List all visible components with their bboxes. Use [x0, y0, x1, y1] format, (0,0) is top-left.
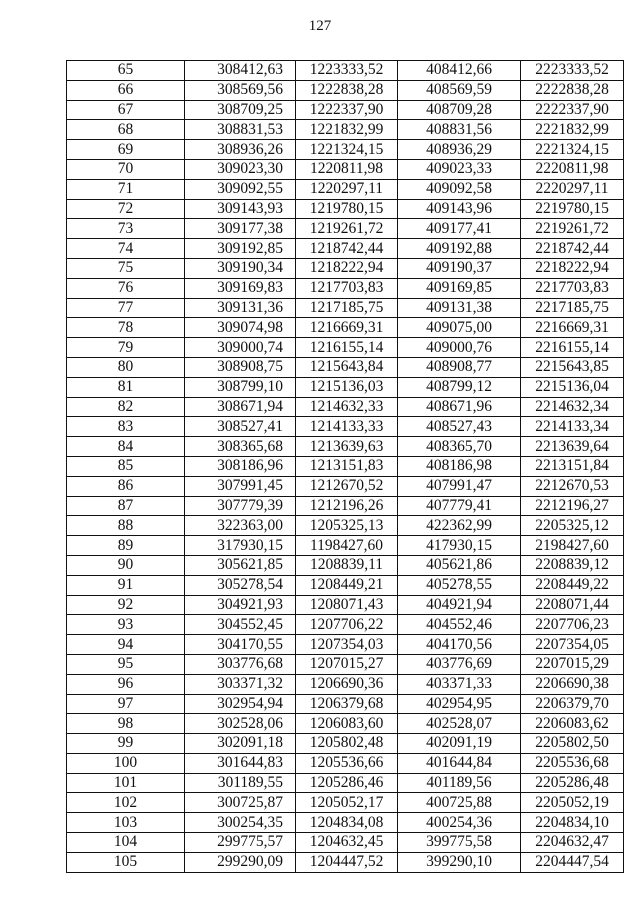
x1-cell: 309000,74	[185, 338, 296, 358]
x2-cell: 409192,88	[398, 239, 521, 259]
x2-cell: 409092,58	[398, 179, 521, 199]
table-row	[67, 793, 624, 813]
y1-cell: 1205052,17	[296, 793, 398, 813]
y2-cell: 2205286,48	[521, 773, 624, 793]
x1-cell: 309023,30	[185, 159, 296, 179]
y2-cell: 2214133,34	[521, 417, 624, 437]
point-number-cell: 88	[67, 516, 185, 536]
x1-cell: 308799,10	[185, 377, 296, 397]
y2-cell: 2218222,94	[521, 258, 624, 278]
y1-cell: 1207354,03	[296, 635, 398, 655]
y2-cell: 2221324,15	[521, 140, 624, 160]
y1-cell: 1212670,52	[296, 476, 398, 496]
x2-cell: 399775,58	[398, 833, 521, 853]
point-number-cell: 69	[67, 140, 185, 160]
x1-cell: 305621,85	[185, 555, 296, 575]
x1-cell: 309177,38	[185, 219, 296, 239]
y1-cell: 1217703,83	[296, 278, 398, 298]
x1-cell: 309143,93	[185, 199, 296, 219]
coordinates-table-body	[67, 61, 624, 873]
table-row	[67, 298, 624, 318]
x1-cell: 300725,87	[185, 793, 296, 813]
y2-cell: 2219780,15	[521, 199, 624, 219]
y2-cell: 2206690,38	[521, 674, 624, 694]
table-row	[67, 417, 624, 437]
y1-cell: 1216669,31	[296, 318, 398, 338]
page-number: 127	[308, 18, 332, 34]
y2-cell: 2207706,23	[521, 615, 624, 635]
y1-cell: 1223333,52	[296, 61, 398, 81]
x1-cell: 308671,94	[185, 397, 296, 417]
x2-cell: 417930,15	[398, 536, 521, 556]
point-number-cell: 87	[67, 496, 185, 516]
y2-cell: 2206083,62	[521, 714, 624, 734]
table-row	[67, 595, 624, 615]
y1-cell: 1218742,44	[296, 239, 398, 259]
table-row	[67, 159, 624, 179]
y2-cell: 2217703,83	[521, 278, 624, 298]
y1-cell: 1215136,03	[296, 377, 398, 397]
point-number-cell: 105	[67, 852, 185, 872]
x1-cell: 304170,55	[185, 635, 296, 655]
x2-cell: 402954,95	[398, 694, 521, 714]
x2-cell: 399290,10	[398, 852, 521, 872]
y1-cell: 1219780,15	[296, 199, 398, 219]
table-row	[67, 694, 624, 714]
coordinates-table	[66, 60, 624, 873]
y2-cell: 2205325,12	[521, 516, 624, 536]
x2-cell: 402528,07	[398, 714, 521, 734]
y1-cell: 1208071,43	[296, 595, 398, 615]
table-row	[67, 199, 624, 219]
table-row	[67, 753, 624, 773]
point-number-cell: 79	[67, 338, 185, 358]
x1-cell: 309192,85	[185, 239, 296, 259]
point-number-cell: 80	[67, 357, 185, 377]
x1-cell: 303776,68	[185, 654, 296, 674]
point-number-cell: 85	[67, 456, 185, 476]
table-row	[67, 773, 624, 793]
point-number-cell: 101	[67, 773, 185, 793]
y1-cell: 1204447,52	[296, 852, 398, 872]
x2-cell: 404170,56	[398, 635, 521, 655]
point-number-cell: 82	[67, 397, 185, 417]
point-number-cell: 97	[67, 694, 185, 714]
x1-cell: 309074,98	[185, 318, 296, 338]
x2-cell: 408709,28	[398, 100, 521, 120]
point-number-cell: 92	[67, 595, 185, 615]
point-number-cell: 77	[67, 298, 185, 318]
x1-cell: 302954,94	[185, 694, 296, 714]
point-number-cell: 99	[67, 734, 185, 754]
table-row	[67, 219, 624, 239]
y2-cell: 2204447,54	[521, 852, 624, 872]
x1-cell: 302528,06	[185, 714, 296, 734]
x1-cell: 308527,41	[185, 417, 296, 437]
y2-cell: 2213639,64	[521, 437, 624, 457]
table-row	[67, 536, 624, 556]
table-row	[67, 239, 624, 259]
table-row	[67, 278, 624, 298]
point-number-cell: 68	[67, 120, 185, 140]
x2-cell: 403776,69	[398, 654, 521, 674]
y1-cell: 1208839,11	[296, 555, 398, 575]
y1-cell: 1221832,99	[296, 120, 398, 140]
table-row	[67, 555, 624, 575]
x2-cell: 407991,47	[398, 476, 521, 496]
point-number-cell: 75	[67, 258, 185, 278]
x1-cell: 299775,57	[185, 833, 296, 853]
y2-cell: 2207354,05	[521, 635, 624, 655]
point-number-cell: 65	[67, 61, 185, 81]
x1-cell: 309131,36	[185, 298, 296, 318]
y2-cell: 2222838,28	[521, 80, 624, 100]
x1-cell: 309169,83	[185, 278, 296, 298]
y2-cell: 2208071,44	[521, 595, 624, 615]
table-row	[67, 852, 624, 872]
y1-cell: 1205325,13	[296, 516, 398, 536]
y2-cell: 2204632,47	[521, 833, 624, 853]
y2-cell: 2220811,98	[521, 159, 624, 179]
y2-cell: 2205536,68	[521, 753, 624, 773]
x2-cell: 409000,76	[398, 338, 521, 358]
y1-cell: 1213151,83	[296, 456, 398, 476]
y2-cell: 2205052,19	[521, 793, 624, 813]
y1-cell: 1216155,14	[296, 338, 398, 358]
x2-cell: 408936,29	[398, 140, 521, 160]
table-row	[67, 714, 624, 734]
x1-cell: 303371,32	[185, 674, 296, 694]
y2-cell: 2198427,60	[521, 536, 624, 556]
y2-cell: 2204834,10	[521, 813, 624, 833]
y1-cell: 1220811,98	[296, 159, 398, 179]
table-row	[67, 476, 624, 496]
x2-cell: 401189,56	[398, 773, 521, 793]
point-number-cell: 83	[67, 417, 185, 437]
y1-cell: 1213639,63	[296, 437, 398, 457]
y1-cell: 1207706,22	[296, 615, 398, 635]
x2-cell: 404552,46	[398, 615, 521, 635]
point-number-cell: 103	[67, 813, 185, 833]
x2-cell: 402091,19	[398, 734, 521, 754]
x2-cell: 422362,99	[398, 516, 521, 536]
x1-cell: 317930,15	[185, 536, 296, 556]
point-number-cell: 84	[67, 437, 185, 457]
table-row	[67, 654, 624, 674]
table-row	[67, 456, 624, 476]
y2-cell: 2214632,34	[521, 397, 624, 417]
y2-cell: 2212196,27	[521, 496, 624, 516]
y2-cell: 2216669,31	[521, 318, 624, 338]
x2-cell: 408365,70	[398, 437, 521, 457]
table-row	[67, 635, 624, 655]
x2-cell: 405278,55	[398, 575, 521, 595]
x1-cell: 304552,45	[185, 615, 296, 635]
x1-cell: 299290,09	[185, 852, 296, 872]
y2-cell: 2223333,52	[521, 61, 624, 81]
table-row	[67, 377, 624, 397]
x1-cell: 305278,54	[185, 575, 296, 595]
table-row	[67, 437, 624, 457]
y2-cell: 2207015,29	[521, 654, 624, 674]
point-number-cell: 104	[67, 833, 185, 853]
y1-cell: 1206083,60	[296, 714, 398, 734]
table-row	[67, 258, 624, 278]
table-row	[67, 120, 624, 140]
x2-cell: 409190,37	[398, 258, 521, 278]
table-row	[67, 179, 624, 199]
x1-cell: 307779,39	[185, 496, 296, 516]
point-number-cell: 73	[67, 219, 185, 239]
table-row	[67, 80, 624, 100]
point-number-cell: 102	[67, 793, 185, 813]
y2-cell: 2217185,75	[521, 298, 624, 318]
x2-cell: 409023,33	[398, 159, 521, 179]
x2-cell: 408412,66	[398, 61, 521, 81]
x2-cell: 408186,98	[398, 456, 521, 476]
x2-cell: 409177,41	[398, 219, 521, 239]
y1-cell: 1204834,08	[296, 813, 398, 833]
point-number-cell: 89	[67, 536, 185, 556]
x1-cell: 304921,93	[185, 595, 296, 615]
y1-cell: 1205286,46	[296, 773, 398, 793]
y1-cell: 1222838,28	[296, 80, 398, 100]
x2-cell: 405621,86	[398, 555, 521, 575]
x2-cell: 409143,96	[398, 199, 521, 219]
y1-cell: 1218222,94	[296, 258, 398, 278]
x1-cell: 308709,25	[185, 100, 296, 120]
y1-cell: 1220297,11	[296, 179, 398, 199]
y1-cell: 1222337,90	[296, 100, 398, 120]
x1-cell: 308412,63	[185, 61, 296, 81]
table-row	[67, 140, 624, 160]
x2-cell: 403371,33	[398, 674, 521, 694]
point-number-cell: 67	[67, 100, 185, 120]
x2-cell: 408831,56	[398, 120, 521, 140]
y2-cell: 2218742,44	[521, 239, 624, 259]
x2-cell: 404921,94	[398, 595, 521, 615]
point-number-cell: 78	[67, 318, 185, 338]
point-number-cell: 70	[67, 159, 185, 179]
point-number-cell: 96	[67, 674, 185, 694]
x1-cell: 301644,83	[185, 753, 296, 773]
point-number-cell: 91	[67, 575, 185, 595]
table-row	[67, 516, 624, 536]
y2-cell: 2219261,72	[521, 219, 624, 239]
table-row	[67, 397, 624, 417]
x2-cell: 408671,96	[398, 397, 521, 417]
point-number-cell: 98	[67, 714, 185, 734]
y1-cell: 1208449,21	[296, 575, 398, 595]
x2-cell: 400254,36	[398, 813, 521, 833]
table-row	[67, 318, 624, 338]
x1-cell: 302091,18	[185, 734, 296, 754]
point-number-cell: 86	[67, 476, 185, 496]
y2-cell: 2208449,22	[521, 575, 624, 595]
point-number-cell: 94	[67, 635, 185, 655]
y2-cell: 2206379,70	[521, 694, 624, 714]
x1-cell: 309092,55	[185, 179, 296, 199]
point-number-cell: 93	[67, 615, 185, 635]
y2-cell: 2220297,11	[521, 179, 624, 199]
y1-cell: 1219261,72	[296, 219, 398, 239]
table-row	[67, 813, 624, 833]
table-row	[67, 357, 624, 377]
x1-cell: 308186,96	[185, 456, 296, 476]
table-row	[67, 496, 624, 516]
table-row	[67, 575, 624, 595]
table-row	[67, 100, 624, 120]
y2-cell: 2215136,04	[521, 377, 624, 397]
x1-cell: 308936,26	[185, 140, 296, 160]
y1-cell: 1205536,66	[296, 753, 398, 773]
y2-cell: 2222337,90	[521, 100, 624, 120]
x2-cell: 409075,00	[398, 318, 521, 338]
x2-cell: 407779,41	[398, 496, 521, 516]
x2-cell: 400725,88	[398, 793, 521, 813]
x1-cell: 308908,75	[185, 357, 296, 377]
x1-cell: 309190,34	[185, 258, 296, 278]
x2-cell: 409169,85	[398, 278, 521, 298]
y2-cell: 2216155,14	[521, 338, 624, 358]
point-number-cell: 72	[67, 199, 185, 219]
y1-cell: 1206379,68	[296, 694, 398, 714]
x2-cell: 401644,84	[398, 753, 521, 773]
point-number-cell: 76	[67, 278, 185, 298]
x2-cell: 408908,77	[398, 357, 521, 377]
x1-cell: 308569,56	[185, 80, 296, 100]
point-number-cell: 81	[67, 377, 185, 397]
table-row	[67, 338, 624, 358]
y2-cell: 2221832,99	[521, 120, 624, 140]
x1-cell: 322363,00	[185, 516, 296, 536]
y1-cell: 1206690,36	[296, 674, 398, 694]
x2-cell: 408569,59	[398, 80, 521, 100]
x2-cell: 409131,38	[398, 298, 521, 318]
y2-cell: 2213151,84	[521, 456, 624, 476]
point-number-cell: 74	[67, 239, 185, 259]
y1-cell: 1205802,48	[296, 734, 398, 754]
y1-cell: 1214133,33	[296, 417, 398, 437]
x1-cell: 308831,53	[185, 120, 296, 140]
y2-cell: 2205802,50	[521, 734, 624, 754]
x1-cell: 301189,55	[185, 773, 296, 793]
x1-cell: 308365,68	[185, 437, 296, 457]
table-row	[67, 674, 624, 694]
x1-cell: 307991,45	[185, 476, 296, 496]
y1-cell: 1215643,84	[296, 357, 398, 377]
x1-cell: 300254,35	[185, 813, 296, 833]
y1-cell: 1214632,33	[296, 397, 398, 417]
table-row	[67, 615, 624, 635]
y1-cell: 1204632,45	[296, 833, 398, 853]
y2-cell: 2215643,85	[521, 357, 624, 377]
x2-cell: 408799,12	[398, 377, 521, 397]
table-row	[67, 734, 624, 754]
point-number-cell: 100	[67, 753, 185, 773]
point-number-cell: 95	[67, 654, 185, 674]
point-number-cell: 71	[67, 179, 185, 199]
y1-cell: 1198427,60	[296, 536, 398, 556]
y2-cell: 2208839,12	[521, 555, 624, 575]
point-number-cell: 90	[67, 555, 185, 575]
y1-cell: 1212196,26	[296, 496, 398, 516]
y1-cell: 1221324,15	[296, 140, 398, 160]
point-number-cell: 66	[67, 80, 185, 100]
y1-cell: 1217185,75	[296, 298, 398, 318]
table-row	[67, 833, 624, 853]
y2-cell: 2212670,53	[521, 476, 624, 496]
y1-cell: 1207015,27	[296, 654, 398, 674]
x2-cell: 408527,43	[398, 417, 521, 437]
table-row	[67, 61, 624, 81]
